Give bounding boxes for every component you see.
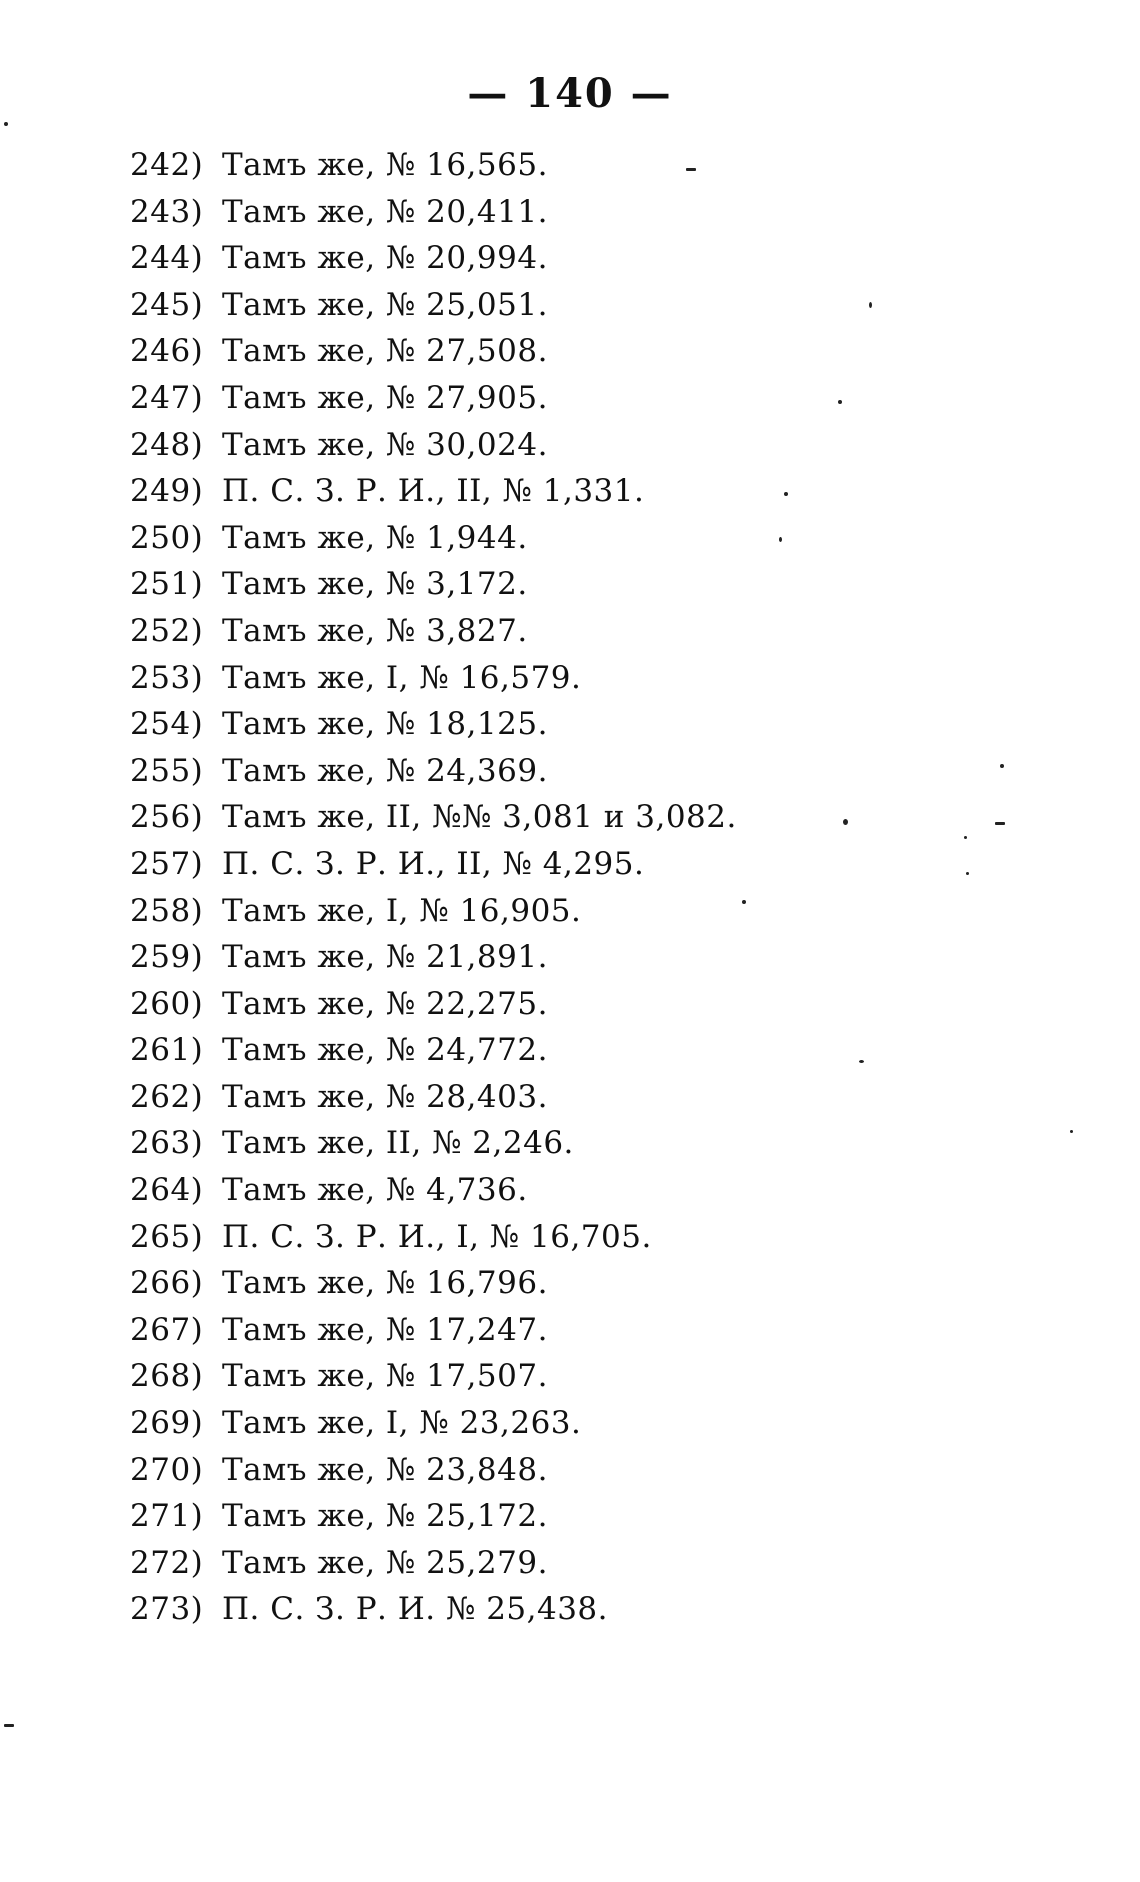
footnote-item: [130, 282, 1050, 329]
footnote-text: Тамъ же, № 24,369.: [222, 752, 548, 789]
footnote-number: 242): [130, 147, 204, 183]
footnote-number: 261): [130, 1032, 204, 1069]
footnote-item: [130, 1493, 1050, 1540]
footnote-number: 249): [130, 473, 204, 510]
scan-speck: [838, 400, 842, 404]
footnote-item: [130, 1307, 1050, 1354]
footnote-item: [130, 841, 1050, 888]
footnote-number: 257): [130, 845, 204, 882]
footnote-number: 267): [130, 1311, 204, 1348]
footnote-item: [130, 1074, 1050, 1121]
footnote-number: 259): [130, 939, 204, 976]
page-number: — 140 —: [467, 70, 673, 117]
footnote-item: [130, 655, 1050, 702]
footnote-list: [130, 142, 1050, 1633]
footnote-text: Тамъ же, № 17,507.: [222, 1358, 548, 1395]
footnote-number: 258): [130, 892, 204, 929]
footnote-text: Тамъ же, № 3,172.: [222, 566, 528, 603]
scan-speck: [995, 822, 1005, 825]
footnote-text: Тамъ же, № 24,772.: [222, 1032, 548, 1069]
footnote-number: 273): [130, 1591, 204, 1628]
footnote-text: Тамъ же, № 4,736.: [222, 1172, 528, 1209]
footnote-number: 263): [130, 1125, 204, 1162]
scan-speck: [4, 122, 8, 126]
scan-speck: [964, 836, 967, 839]
scan-speck: [742, 900, 746, 904]
footnote-number: 248): [130, 426, 204, 463]
footnote-number: 244): [130, 240, 204, 277]
footnote-text: Тамъ же, № 16,796.: [222, 1265, 548, 1302]
footnote-number: 265): [130, 1218, 204, 1255]
footnote-number: 247): [130, 379, 204, 416]
footnote-text: Тамъ же, № 25,279.: [222, 1544, 548, 1581]
footnote-text: Тамъ же, № 25,051.: [222, 286, 548, 323]
footnote-text: Тамъ же, № 27,508.: [222, 333, 548, 370]
footnote-item: [130, 561, 1050, 608]
footnote-item: [130, 748, 1050, 795]
footnote-number: 270): [130, 1451, 204, 1488]
footnote-text: Тамъ же, № 18,125.: [222, 706, 548, 743]
scan-speck: [1070, 1130, 1073, 1133]
footnote-item: [130, 1214, 1050, 1261]
footnote-text: Тамъ же, II, № 2,246.: [222, 1125, 574, 1162]
footnote-item: [130, 142, 1050, 189]
footnote-text: Тамъ же, № 22,275.: [222, 985, 548, 1022]
footnote-number: 260): [130, 985, 204, 1022]
footnote-number: 269): [130, 1405, 204, 1442]
scan-speck: [779, 537, 782, 542]
footnote-item: [130, 934, 1050, 981]
footnote-item: [130, 515, 1050, 562]
scan-speck: [859, 1060, 864, 1063]
scan-speck: [4, 1724, 14, 1727]
footnote-text: Тамъ же, № 16,565.: [222, 147, 548, 183]
footnote-text: П. С. З. Р. И. № 25,438.: [222, 1591, 609, 1628]
footnote-number: 250): [130, 519, 204, 556]
footnote-number: 266): [130, 1265, 204, 1302]
footnote-number: 251): [130, 566, 204, 603]
footnote-text: Тамъ же, № 30,024.: [222, 426, 548, 463]
footnote-number: 264): [130, 1172, 204, 1209]
scan-speck: [686, 168, 696, 171]
footnote-number: 245): [130, 286, 204, 323]
footnote-text: Тамъ же, № 3,827.: [222, 612, 528, 649]
footnote-number: 262): [130, 1078, 204, 1115]
footnote-number: 256): [130, 799, 204, 836]
footnote-item: [130, 794, 1050, 841]
footnote-item: [130, 981, 1050, 1028]
footnote-text: Тамъ же, № 27,905.: [222, 379, 548, 416]
footnote-item: [130, 1447, 1050, 1494]
footnote-number: 246): [130, 333, 204, 370]
footnote-item: [130, 1260, 1050, 1307]
footnote-item: [130, 189, 1050, 236]
scan-speck: [869, 302, 872, 308]
footnote-text: Тамъ же, I, № 16,579.: [222, 659, 582, 696]
footnote-number: 255): [130, 752, 204, 789]
footnote-item: [130, 1586, 1050, 1633]
footnote-text: Тамъ же, № 25,172.: [222, 1498, 548, 1535]
footnote-number: 252): [130, 612, 204, 649]
footnote-text: Тамъ же, II, №№ 3,081 и 3,082.: [222, 799, 737, 836]
footnote-text: Тамъ же, I, № 23,263.: [222, 1405, 582, 1442]
footnote-number: 254): [130, 706, 204, 743]
footnote-number: 243): [130, 193, 204, 230]
scan-speck: [784, 492, 788, 496]
footnote-item: [130, 328, 1050, 375]
footnote-item: [130, 468, 1050, 515]
footnote-item: [130, 1353, 1050, 1400]
footnote-text: Тамъ же, № 1,944.: [222, 519, 528, 556]
footnote-item: [130, 888, 1050, 935]
footnote-text: П. С. З. Р. И., I, № 16,705.: [222, 1218, 652, 1255]
footnote-item: [130, 235, 1050, 282]
footnote-number: 253): [130, 659, 204, 696]
footnote-text: Тамъ же, I, № 16,905.: [222, 892, 582, 929]
footnote-item: [130, 1167, 1050, 1214]
footnote-text: Тамъ же, № 20,411.: [222, 193, 548, 230]
footnote-text: П. С. З. Р. И., II, № 4,295.: [222, 845, 645, 882]
footnote-item: [130, 375, 1050, 422]
footnote-item: [130, 1400, 1050, 1447]
footnote-text: Тамъ же, № 23,848.: [222, 1451, 548, 1488]
footnote-text: Тамъ же, № 17,247.: [222, 1311, 548, 1348]
footnote-number: 268): [130, 1358, 204, 1395]
footnote-text: Тамъ же, № 28,403.: [222, 1078, 548, 1115]
footnote-number: 271): [130, 1498, 204, 1535]
footnote-number: 272): [130, 1544, 204, 1581]
footnote-text: Тамъ же, № 21,891.: [222, 939, 548, 976]
footnote-text: Тамъ же, № 20,994.: [222, 240, 548, 277]
scan-speck: [1000, 764, 1004, 768]
footnote-item: [130, 1540, 1050, 1587]
footnote-item: [130, 422, 1050, 469]
scan-speck: [966, 872, 969, 875]
footnote-item: [130, 608, 1050, 655]
footnote-item: [130, 1120, 1050, 1167]
footnote-text: П. С. З. Р. И., II, № 1,331.: [222, 473, 645, 510]
scan-speck: [843, 819, 848, 825]
footnote-item: [130, 1027, 1050, 1074]
footnote-item: [130, 701, 1050, 748]
